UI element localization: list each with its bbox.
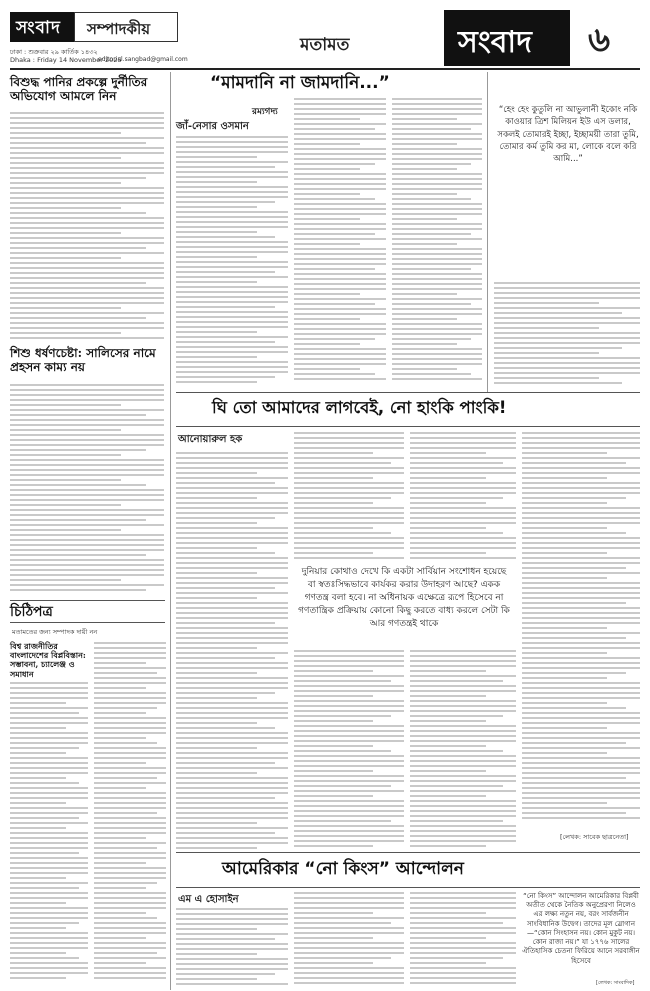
feature-3-body-col-2 [294,892,404,988]
feature-2-body-col-2-top [294,432,404,564]
feature-3-headline-rule [176,887,640,888]
feature-3-body-col-1 [176,908,288,988]
letters-headline[interactable]: বিশ্ব রাজনীতির বাংলাদেশের বিপ্লবিস্তান: সম্ভাবনা, চ্যালেঞ্জ ও সমাধান [10,641,86,679]
letters-top-rule [10,600,165,601]
feature-1-headline[interactable]: “মামদানি না জামদানি...” [210,73,390,93]
section-label-box [74,12,178,42]
column-rule [487,72,488,392]
feature-1-author: জাঁ-নেসার ওসমান [176,121,249,132]
feature-1-pull-quote: “হেং হেং কুতুলি না আভুলানী ইকোং নকি কাওয়ার ত্রিশ মিলিয়ন ইউ এস ডলার, সকলই তোমারই ইচ্ছা, ইচ্ছাময়ী তারা তুমি, তোমার কর্ম তুমি কর মা, লোকে বলে করি আমি...” [497,105,639,165]
feature-1-column-label: রম্যগদ্য [252,107,278,117]
feature-3-headline[interactable]: আমেরিকার “নো কিংস” আন্দোলন [222,859,464,879]
editorial-2-headline[interactable]: শিশু ধর্ষণচেষ্টা: সালিসের নামে প্রহসন কাম্য নয় [10,346,156,374]
right-logo-text: সংবাদ [458,25,532,60]
editorial-1-body [10,112,164,342]
feature-2-author: আনোয়ারুল হক [178,434,243,445]
feature-2-body-col-3-bottom [410,650,516,852]
page-number: ৬ [588,20,611,60]
right-logo[interactable] [444,10,570,66]
editorial-1-headline[interactable]: বিশুদ্ধ পানির প্রকল্পে দুর্নীতির অভিযোগ আমলে নিন [10,75,148,103]
feature-2-headline[interactable]: ঘি তো আমাদের লাগবেই, নো হাংকি পাংকি! [212,398,507,417]
feature-1-body-col-4 [494,282,640,386]
feature-1-bottom-rule [176,392,640,393]
feature-2-signature: [লেখক: সাবেক ছাত্রনেতা] [560,833,629,841]
feature-3-pull-quote: “নো কিংস” আন্দোলন আমেরিকার বিপ্লবী অতীত থেকে নৈতিক অনুপ্রেরণা নিলেও এর লক্ষ্য নতুন নয়, বরং সার্বজনীন সাংবিধানিক উদ্বেগ। তাদের মূল স্লোগান—“কোন সিংহাসন নয়। কোন মুকুট নয়। কোন রাজা নয়।” যা ১৭৭৬ সালের ঐতিহাসিক চেতনা ফিরিয়ে আনে সরবাঙ্গীন হিসেবে [522,892,640,965]
feature-2-body-col-4 [522,432,640,824]
feature-3-author: এম এ হোসাইন [178,894,239,905]
center-section-label: মতামত [300,35,350,55]
feature-1-body-col-1 [176,136,288,386]
column-rule [170,72,171,990]
masthead-divider [10,68,640,70]
feature-2-headline-rule [176,426,640,427]
date-bn: ঢাকা : শুক্রবার ২৯ কার্তিক ১৪৩২ [10,48,98,56]
letters-subhead: মতামতের জন্য সম্পাদক দায়ী নন [12,628,98,636]
feature-2-pull-quote: দুনিয়ার কোথাও দেখে কি একটা সার্বিয়ান সংশোধন হয়েছে বা স্বতঃসিদ্ধভাবে কার্যকর করার উদাহরণ আছে? একক গণতন্ত্র বলা হবে। না অধিনায়ক এক্ষেত্রে রূপে হিসেবে না গণতান্ত্রিক প্রক্রিয়ায় কোনো কিছু করতে বাধ্য করলে সেটা কি আর গণতন্ত্রই থাকে [298,567,510,630]
editorial-2-body [10,384,164,594]
date-en: Dhaka : Friday 14 November 2025 [10,56,122,64]
masthead-logo[interactable] [10,12,74,42]
email[interactable]: editorial.sangbad@gmail.com [98,56,188,63]
letters-section-title: চিঠিপত্র [10,604,53,620]
letters-body-left [10,682,88,982]
section-label: সম্পাদকীয় [87,20,151,38]
feature-1-body-col-2 [294,98,386,386]
feature-2-bottom-rule [176,852,640,853]
feature-1-body-col-3 [392,98,482,386]
feature-2-body-col-2-bottom [294,650,404,852]
letters-body-right [94,642,166,982]
letters-title-rule [10,622,165,623]
feature-2-body-col-3-top [410,432,516,564]
feature-2-body-col-1 [176,452,288,852]
logo-text: সংবাদ [16,18,61,38]
feature-3-body-col-3 [410,892,516,988]
feature-3-signature: [লেখক: সাংবাদিক] [596,980,635,986]
